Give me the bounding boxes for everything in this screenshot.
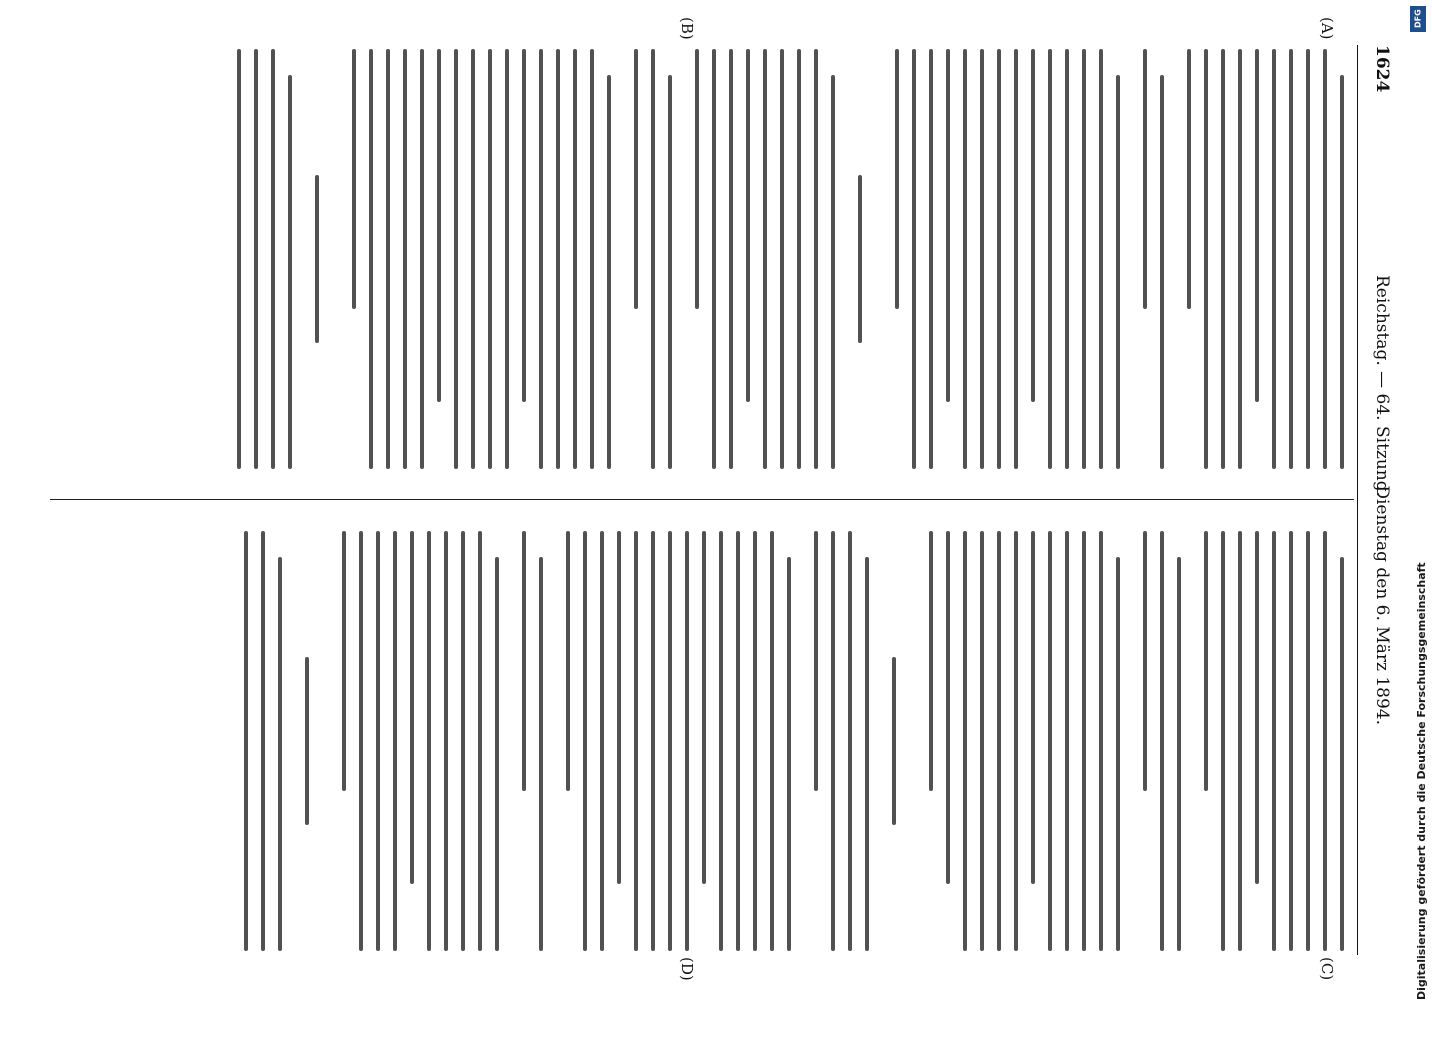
text-line xyxy=(1306,49,1310,469)
paragraph-gap xyxy=(1120,49,1130,469)
rotated-page xyxy=(16,5,1416,995)
text-line xyxy=(1099,49,1103,469)
text-line xyxy=(1014,531,1018,951)
text-line xyxy=(1082,49,1086,469)
text-line xyxy=(946,49,950,402)
text-line xyxy=(814,49,818,469)
text-line xyxy=(719,531,723,951)
text-line xyxy=(736,531,740,951)
text-line xyxy=(1221,531,1225,951)
text-line xyxy=(797,49,801,469)
text-line xyxy=(369,49,373,469)
text-line xyxy=(617,531,621,884)
dfg-notice xyxy=(1408,0,1428,1000)
text-line xyxy=(1255,49,1259,402)
paragraph-gap xyxy=(292,49,302,469)
text-line xyxy=(1340,75,1344,469)
text-line xyxy=(573,49,577,469)
text-line xyxy=(963,531,967,951)
text-line xyxy=(858,175,862,343)
text-line xyxy=(1323,531,1327,951)
paragraph-gap xyxy=(896,531,906,951)
paragraph-gap xyxy=(611,49,621,469)
text-line xyxy=(410,531,414,884)
text-line xyxy=(668,531,672,951)
text-line xyxy=(600,531,604,951)
text-line xyxy=(997,49,1001,469)
margin-letter-b: (B) xyxy=(678,17,696,40)
dfg-notice-text: Digitalisierung gefördert durch die Deutsche Forschungsgemeinschaft xyxy=(1415,562,1428,1000)
text-line xyxy=(461,531,465,951)
text-line xyxy=(539,557,543,951)
text-line xyxy=(787,557,791,951)
text-line xyxy=(963,49,967,469)
text-line xyxy=(1048,531,1052,951)
text-line xyxy=(403,49,407,469)
text-line xyxy=(746,49,750,402)
text-line xyxy=(556,49,560,469)
text-line xyxy=(315,175,319,343)
text-line xyxy=(831,75,835,469)
text-line xyxy=(1065,49,1069,469)
column-divider xyxy=(50,499,1354,500)
text-line xyxy=(583,531,587,951)
text-line xyxy=(729,49,733,469)
text-line xyxy=(1238,531,1242,951)
paragraph-gap xyxy=(862,49,872,469)
text-line xyxy=(1143,531,1147,791)
text-line xyxy=(848,531,852,951)
paragraph-gap xyxy=(499,531,509,951)
text-line xyxy=(1048,49,1052,469)
text-line xyxy=(1238,49,1242,469)
text-line xyxy=(753,531,757,951)
text-line xyxy=(1014,49,1018,469)
text-line xyxy=(668,75,672,469)
text-line xyxy=(1160,531,1164,951)
header-rule xyxy=(1357,45,1358,955)
text-line xyxy=(814,531,818,791)
text-line xyxy=(376,531,380,951)
paragraph-gap xyxy=(791,531,801,951)
text-line xyxy=(831,531,835,951)
paragraph-gap xyxy=(906,531,916,951)
text-line xyxy=(1116,75,1120,469)
text-line xyxy=(254,49,258,469)
paragraph-gap xyxy=(329,49,339,469)
margin-letter-a: (A) xyxy=(1318,17,1336,40)
text-line xyxy=(912,49,916,469)
text-line xyxy=(634,49,638,309)
text-line xyxy=(305,657,309,825)
text-line xyxy=(505,49,509,469)
text-line xyxy=(763,49,767,469)
text-line xyxy=(1177,557,1181,951)
text-line xyxy=(651,531,655,951)
text-line xyxy=(471,49,475,469)
text-line xyxy=(607,75,611,469)
paragraph-gap xyxy=(872,49,882,469)
text-line xyxy=(566,531,570,791)
text-line xyxy=(342,531,346,791)
text-line xyxy=(454,49,458,469)
text-line xyxy=(1306,531,1310,951)
page-number-left: 1624 xyxy=(1372,45,1392,93)
text-line xyxy=(1204,531,1208,791)
text-line xyxy=(1065,531,1069,951)
text-line xyxy=(352,49,356,309)
text-line xyxy=(278,557,282,951)
text-line xyxy=(244,531,248,951)
text-line xyxy=(1221,49,1225,469)
text-line xyxy=(1031,49,1035,402)
paragraph-gap xyxy=(309,531,319,951)
header-session: Reichstag. — 64. Sitzung. xyxy=(1372,275,1392,498)
text-line xyxy=(1323,49,1327,469)
running-header xyxy=(1362,45,1398,955)
paragraph-gap xyxy=(543,531,553,951)
text-line xyxy=(892,657,896,825)
text-line xyxy=(522,531,526,791)
text-line xyxy=(712,49,716,469)
text-line xyxy=(980,531,984,951)
text-line xyxy=(1116,557,1120,951)
text-column-right xyxy=(56,531,1344,951)
text-line xyxy=(1082,531,1086,951)
paragraph-gap xyxy=(869,531,879,951)
text-line xyxy=(539,49,543,469)
text-line xyxy=(393,531,397,951)
text-line xyxy=(237,49,241,469)
text-line xyxy=(288,75,292,469)
header-date: Dienstag den 6. März 1894. xyxy=(1372,485,1392,725)
text-line xyxy=(271,49,275,469)
text-line xyxy=(929,531,933,791)
text-line xyxy=(780,49,784,469)
text-line xyxy=(1340,557,1344,951)
text-line xyxy=(478,531,482,951)
text-line xyxy=(444,531,448,951)
margin-letter-c: (C) xyxy=(1318,957,1336,981)
text-line xyxy=(695,49,699,309)
text-line xyxy=(590,49,594,469)
text-line xyxy=(359,531,363,951)
text-line xyxy=(865,557,869,951)
text-line xyxy=(997,531,1001,951)
text-line xyxy=(651,49,655,469)
paragraph-gap xyxy=(835,49,845,469)
paragraph-gap xyxy=(1164,49,1174,469)
text-line xyxy=(1204,49,1208,469)
text-line xyxy=(488,49,492,469)
dfg-logo: DFG xyxy=(1410,6,1426,32)
text-line xyxy=(1289,49,1293,469)
paragraph-gap xyxy=(319,531,329,951)
text-line xyxy=(437,49,441,402)
text-line xyxy=(386,49,390,469)
text-line xyxy=(1255,531,1259,884)
text-line xyxy=(420,49,424,469)
text-line xyxy=(702,531,706,884)
text-line xyxy=(685,531,689,951)
paragraph-gap xyxy=(1181,531,1191,951)
paragraph-gap xyxy=(1120,531,1130,951)
text-line xyxy=(1187,49,1191,309)
text-line xyxy=(1143,49,1147,309)
text-line xyxy=(634,531,638,951)
text-line xyxy=(1160,75,1164,469)
paragraph-gap xyxy=(282,531,292,951)
text-column-left xyxy=(56,49,1344,469)
text-line xyxy=(1031,531,1035,884)
paragraph-gap xyxy=(672,49,682,469)
text-line xyxy=(980,49,984,469)
margin-letter-d: (D) xyxy=(678,957,696,981)
text-line xyxy=(261,531,265,951)
text-line xyxy=(495,557,499,951)
text-line xyxy=(1289,531,1293,951)
text-line xyxy=(1099,531,1103,951)
text-line xyxy=(522,49,526,402)
paragraph-gap xyxy=(319,49,329,469)
text-line xyxy=(770,531,774,951)
text-line xyxy=(946,531,950,884)
text-line xyxy=(929,49,933,469)
text-line xyxy=(1272,531,1276,951)
text-line xyxy=(427,531,431,951)
text-line xyxy=(895,49,899,309)
text-line xyxy=(1272,49,1276,469)
